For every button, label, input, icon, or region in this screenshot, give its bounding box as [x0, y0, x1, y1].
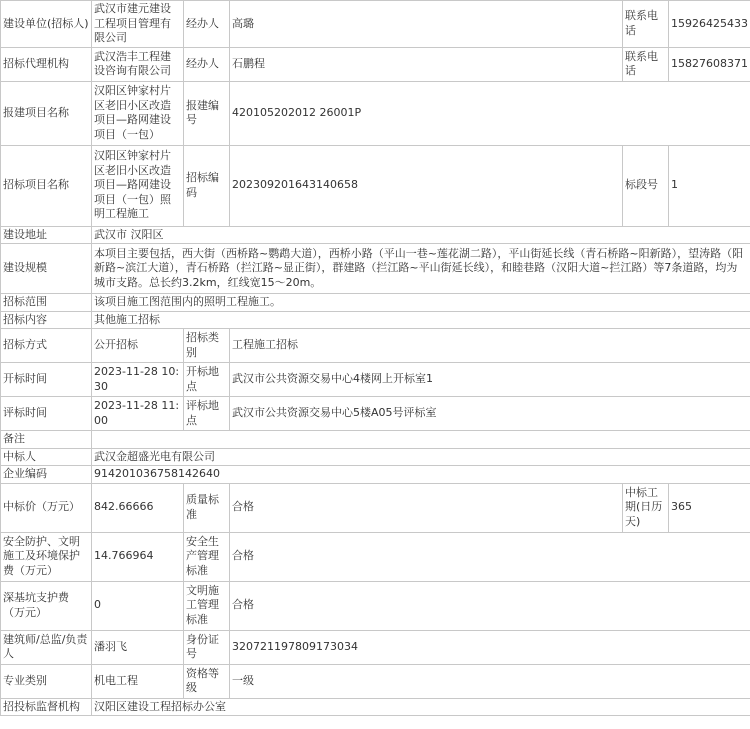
evaluation-place-value: 武汉市公共资源交易中心5楼A05号评标室: [230, 397, 750, 431]
company-code-label: 企业编码: [1, 466, 92, 484]
safety-std-label: 安全生产管理标准: [184, 532, 230, 581]
category-value: 工程施工招标: [230, 329, 750, 363]
opening-place-label: 开标地点: [184, 363, 230, 397]
tender-code-label: 招标编码: [184, 145, 230, 226]
builder-contact-value: 高璐: [230, 1, 623, 48]
method-value: 公开招标: [92, 329, 184, 363]
quality-value: 合格: [230, 483, 623, 532]
row-tender-project: [1, 145, 750, 226]
pit-fee-value: 0: [92, 581, 184, 630]
row-builder: [1, 1, 750, 48]
period-label: 中标工期(日历天): [623, 483, 669, 532]
supervisor-value: 汉阳区建设工程招标办公室: [92, 698, 750, 716]
row-evaluation: [1, 397, 750, 431]
row-winner: [1, 448, 750, 466]
tender-code-value: 202309201643140658: [230, 145, 623, 226]
evaluation-value: 2023-11-28 11:00: [92, 397, 184, 431]
evaluation-place-label: 评标地点: [184, 397, 230, 431]
builder-phone-label: 联系电话: [623, 1, 669, 48]
agency-phone-value: 15827608371: [669, 47, 750, 81]
tender-project-label: 招标项目名称: [1, 145, 92, 226]
scope-value: 该项目施工图范围内的照明工程施工。: [92, 294, 750, 312]
opening-place-value: 武汉市公共资源交易中心4楼网上开标室1: [230, 363, 750, 397]
id-value: 320721197809173034: [230, 630, 750, 664]
report-project-value: 汉阳区钟家村片区老旧小区改造项目—路网建设项目（一包）: [92, 81, 184, 145]
grade-label: 资格等级: [184, 664, 230, 698]
row-scope: [1, 294, 750, 312]
price-label: 中标价（万元）: [1, 483, 92, 532]
row-company-code: [1, 466, 750, 484]
architect-value: 潘羽飞: [92, 630, 184, 664]
evaluation-label: 评标时间: [1, 397, 92, 431]
report-code-label: 报建编号: [184, 81, 230, 145]
specialty-label: 专业类别: [1, 664, 92, 698]
category-label: 招标类别: [184, 329, 230, 363]
row-safety-fee: [1, 532, 750, 581]
row-specialty: [1, 664, 750, 698]
builder-contact-label: 经办人: [184, 1, 230, 48]
row-architect: [1, 630, 750, 664]
architect-label: 建筑师/总监/负责人: [1, 630, 92, 664]
price-value: 842.66666: [92, 483, 184, 532]
tender-project-value: 汉阳区钟家村片区老旧小区改造项目—路网建设项目（一包）照明工程施工: [92, 145, 184, 226]
site-label: 建设地址: [1, 226, 92, 244]
row-supervisor: [1, 698, 750, 716]
opening-value: 2023-11-28 10:30: [92, 363, 184, 397]
agency-contact-value: 石鹏程: [230, 47, 623, 81]
period-value: 365: [669, 483, 750, 532]
safety-fee-label: 安全防护、文明施工及环境保护费（万元）: [1, 532, 92, 581]
builder-value: 武汉市建元建设工程项目管理有限公司: [92, 1, 184, 48]
scale-label: 建设规模: [1, 244, 92, 294]
row-content: [1, 311, 750, 329]
section-value: 1: [669, 145, 750, 226]
supervisor-label: 招投标监督机构: [1, 698, 92, 716]
opening-label: 开标时间: [1, 363, 92, 397]
agency-value: 武汉浩丰工程建设咨询有限公司: [92, 47, 184, 81]
scope-label: 招标范围: [1, 294, 92, 312]
method-label: 招标方式: [1, 329, 92, 363]
scale-value: 本项目主要包括，西大街（西桥路~鹦鹉大道），西桥小路（平山一巷~莲花湖二路），平山街延长线（青石桥路~阳新路），望涛路（阳新路~滨江大道），青石桥路（拦江路~显正街），群建路（拦江路~平山街延长线），和睦巷路（汉阳大道~拦江路）等7条道路，均为城市支路。总长约3.2km，红线宽15～20m。: [92, 244, 750, 294]
grade-value: 一级: [230, 664, 750, 698]
agency-label: 招标代理机构: [1, 47, 92, 81]
row-agency: [1, 47, 750, 81]
builder-label: 建设单位(招标人): [1, 1, 92, 48]
quality-label: 质量标准: [184, 483, 230, 532]
content-value: 其他施工招标: [92, 311, 750, 329]
agency-phone-label: 联系电话: [623, 47, 669, 81]
report-project-label: 报建项目名称: [1, 81, 92, 145]
row-opening: [1, 363, 750, 397]
winner-label: 中标人: [1, 448, 92, 466]
remark-label: 备注: [1, 431, 92, 449]
safety-std-value: 合格: [230, 532, 750, 581]
section-label: 标段号: [623, 145, 669, 226]
builder-phone-value: 15926425433: [669, 1, 750, 48]
pit-std-value: 合格: [230, 581, 750, 630]
report-code-value: 420105202012 26001P: [230, 81, 750, 145]
remark-value: [92, 431, 750, 449]
content-label: 招标内容: [1, 311, 92, 329]
agency-contact-label: 经办人: [184, 47, 230, 81]
row-method: [1, 329, 750, 363]
safety-fee-value: 14.766964: [92, 532, 184, 581]
row-pit-fee: [1, 581, 750, 630]
site-value: 武汉市 汉阳区: [92, 226, 750, 244]
winner-value: 武汉金超盛光电有限公司: [92, 448, 750, 466]
row-report-project: [1, 81, 750, 145]
pit-fee-label: 深基坑支护费（万元）: [1, 581, 92, 630]
pit-std-label: 文明施工管理标准: [184, 581, 230, 630]
row-scale: [1, 244, 750, 294]
row-remark: [1, 431, 750, 449]
id-label: 身份证号: [184, 630, 230, 664]
specialty-value: 机电工程: [92, 664, 184, 698]
company-code-value: 914201036758142640: [92, 466, 750, 484]
row-price: [1, 483, 750, 532]
row-site: [1, 226, 750, 244]
